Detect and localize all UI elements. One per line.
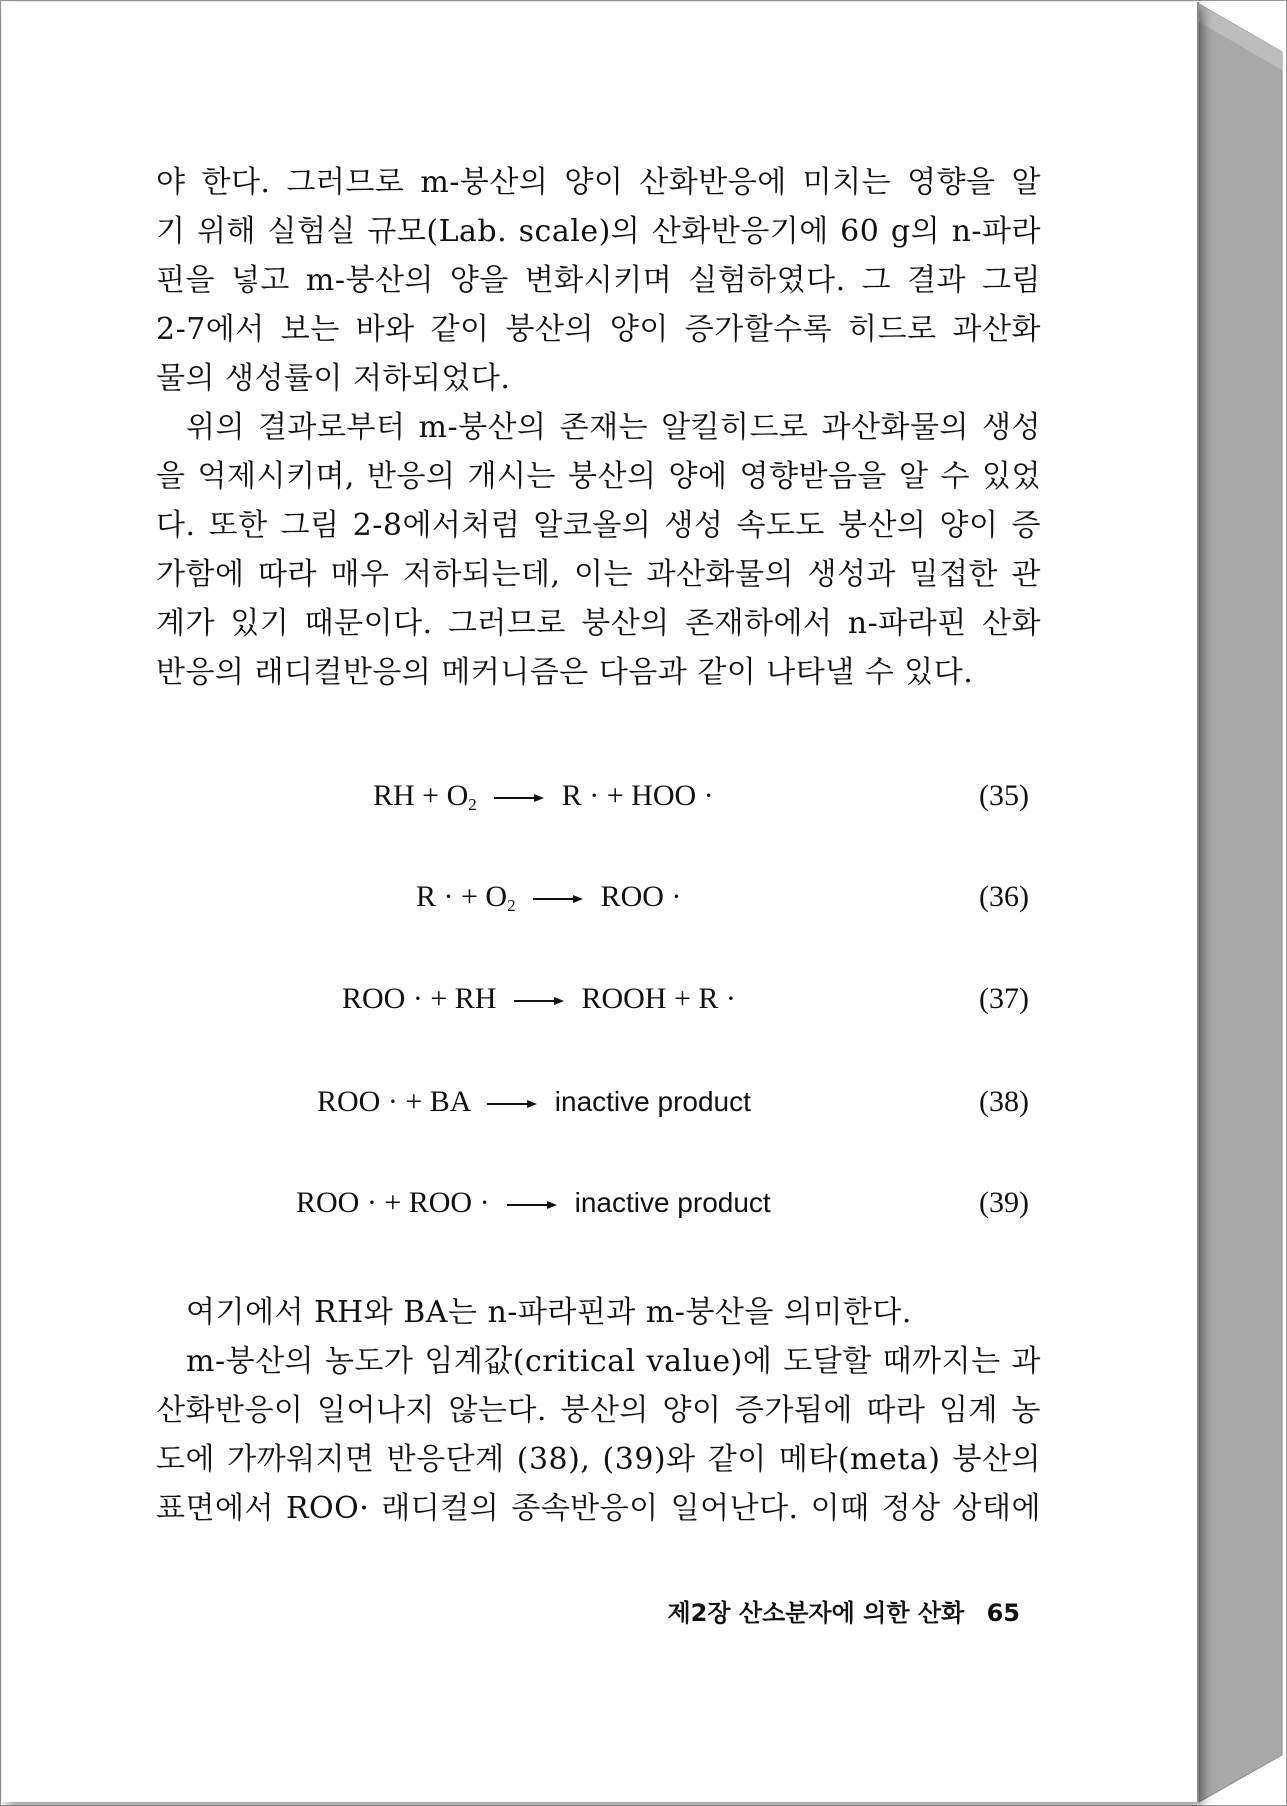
body-text-bottom — [156, 1288, 1041, 1533]
text-line: 가함에 따라 매우 저하되는데, 이는 과산화물의 생성과 밀접한 관 — [156, 557, 1041, 592]
text-line: 계가 있기 때문이다. 그러므로 붕산의 존재하에서 n-파라핀 산화 — [156, 606, 1041, 641]
equation-37 — [156, 982, 1041, 1022]
text-line: 위의 결과로부터 m-붕산의 존재는 알킬히드로 과산화물의 생성 — [186, 410, 1041, 445]
text-line: 물의 생성률이 저하되었다. — [156, 361, 511, 396]
equation-number: (36) — [979, 880, 1029, 913]
equation-subscript: 2 — [468, 795, 477, 814]
text-line: 반응의 래디컬반응의 메커니즘은 다음과 같이 나타낼 수 있다. — [156, 655, 974, 690]
equation-36 — [156, 880, 1041, 920]
text-line: 여기에서 RH와 BA는 n-파라핀과 m-붕산을 의미한다. — [186, 1295, 912, 1330]
equation-rhs: ROO · — [600, 880, 682, 913]
reaction-arrow-icon — [487, 1099, 537, 1109]
text-line: m-붕산의 농도가 임계값(critical value)에 도달할 때까지는 과 — [186, 1344, 1041, 1379]
paragraph-1 — [156, 158, 1041, 403]
equation-number: (38) — [979, 1085, 1029, 1118]
text-line: 야 한다. 그러므로 m-붕산의 양이 산화반응에 미치는 영향을 알 — [156, 165, 1041, 200]
equation-rhs: inactive product — [574, 1187, 771, 1218]
equation-lhs: ROO · + BA — [317, 1085, 470, 1118]
equation-lhs: ROO · + RH — [342, 982, 497, 1015]
equation-lhs: RH + O — [373, 779, 469, 812]
paragraph-3 — [156, 1288, 1041, 1337]
running-footer — [640, 1593, 1020, 1628]
paragraph-2 — [156, 403, 1041, 697]
chapter-title: 제2장 산소분자에 의한 산화 — [667, 1599, 965, 1627]
equation-lhs: ROO · + ROO · — [296, 1186, 490, 1219]
equation-39 — [156, 1186, 1041, 1226]
equation-number: (39) — [979, 1186, 1029, 1219]
equation-rhs: inactive product — [554, 1086, 751, 1117]
equation-rhs: ROOH + R · — [581, 982, 736, 1015]
text-line: 표면에서 ROO· 래디컬의 종속반응이 일어난다. 이때 정상 상태에 — [156, 1491, 1041, 1526]
text-line: 산화반응이 일어나지 않는다. 붕산의 양이 증가됨에 따라 임계 농 — [156, 1393, 1041, 1428]
text-line: 기 위해 실험실 규모(Lab. scale)의 산화반응기에 60 g의 n-파라 — [156, 214, 1041, 249]
reaction-arrow-icon — [514, 996, 564, 1006]
reaction-arrow-icon — [533, 894, 583, 904]
equation-number: (37) — [979, 982, 1029, 1015]
text-line: 2-7에서 보는 바와 같이 붕산의 양이 증가할수록 히드로 과산화 — [156, 312, 1041, 347]
paragraph-4 — [156, 1337, 1041, 1533]
equation-subscript: 2 — [507, 896, 516, 915]
text-line: 도에 가까워지면 반응단계 (38), (39)와 같이 메타(meta) 붕산의 — [156, 1442, 1041, 1477]
page-number: 65 — [986, 1599, 1020, 1627]
equation-38 — [156, 1085, 1041, 1125]
body-text-top — [156, 158, 1041, 697]
equation-number: (35) — [979, 779, 1029, 812]
text-line: 을 억제시키며, 반응의 개시는 붕산의 양에 영향받음을 알 수 있었 — [156, 459, 1041, 494]
reaction-arrow-icon — [494, 793, 544, 803]
text-line: 핀을 넣고 m-붕산의 양을 변화시키며 실험하였다. 그 결과 그림 — [156, 263, 1041, 298]
text-line: 다. 또한 그림 2-8에서처럼 알코올의 생성 속도도 붕산의 양이 증 — [156, 508, 1041, 543]
equation-lhs: R · + O — [416, 880, 508, 913]
equation-rhs: R · + HOO · — [561, 779, 714, 812]
equation-35 — [156, 779, 1041, 819]
reaction-arrow-icon — [507, 1200, 557, 1210]
